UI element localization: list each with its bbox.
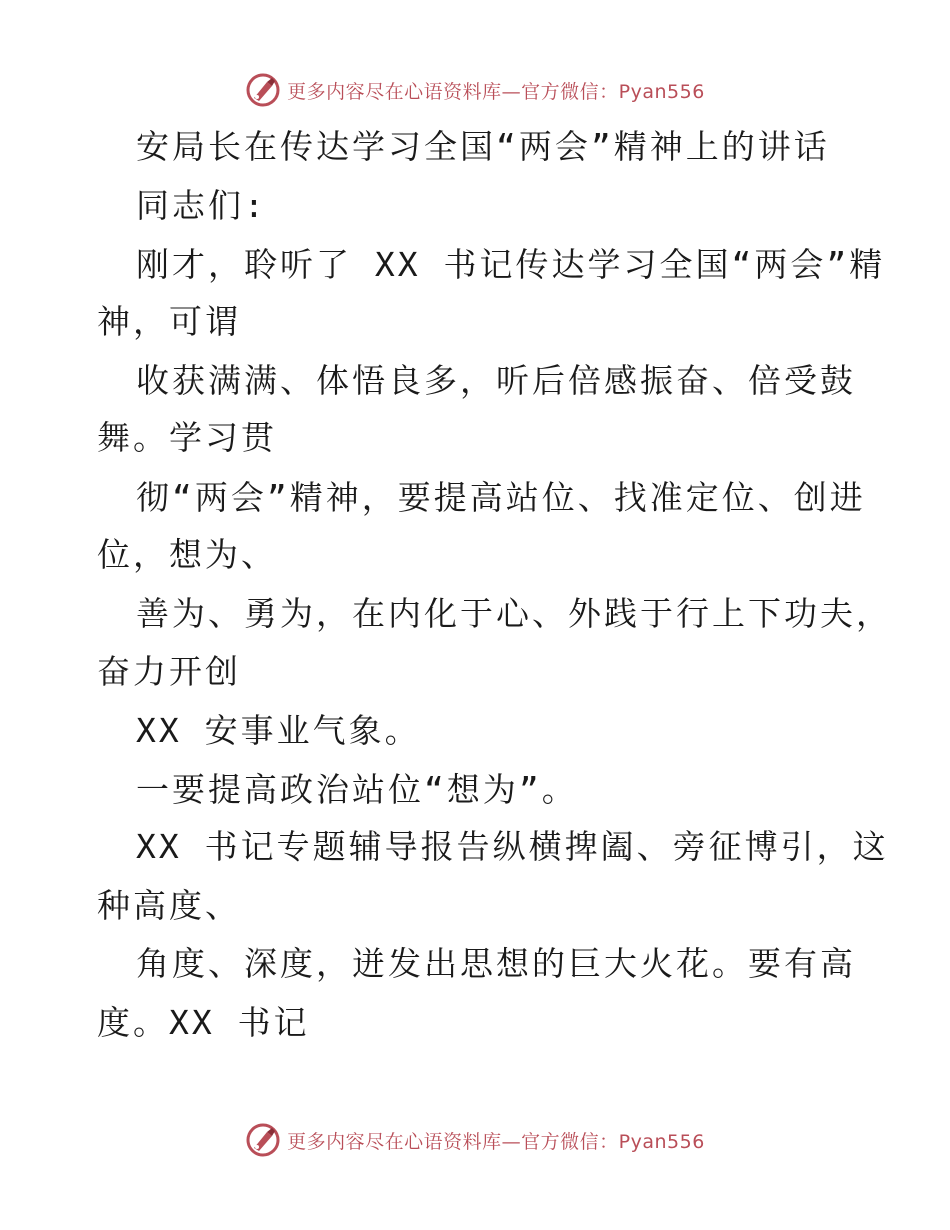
watermark-handle: Pyan556 [618, 80, 705, 103]
paragraph-line: XX 安事业气象。 [136, 711, 421, 750]
paragraph-line: 善为、勇为，在内化于心、外践于行上下功夫， [136, 594, 892, 633]
salutation: 同志们: [136, 186, 267, 225]
paragraph-line: 种高度、 [97, 886, 241, 925]
section-heading: 一要提高政治站位“想为”。 [136, 770, 578, 809]
paragraph-line: 角度、深度，迸发出思想的巨大火花。要有高 [136, 944, 856, 983]
paragraph-line: 神，可谓 [97, 302, 241, 341]
paragraph-line: 奋力开创 [97, 652, 241, 691]
document-title: 安局长在传达学习全国“两会”精神上的讲话 [136, 127, 830, 166]
paragraph-line: XX 书记专题辅导报告纵横捭阖、旁征博引，这 [136, 827, 889, 866]
footer-watermark [0, 1118, 950, 1162]
watermark-handle: Pyan556 [618, 1130, 705, 1153]
paragraph-line: 彻“两会”精神，要提高站位、找准定位、创进 [136, 478, 866, 517]
pen-nib-logo-icon [245, 1122, 281, 1158]
watermark-text: 更多内容尽在心语资料库—官方微信：Pyan556 [287, 1130, 705, 1153]
paragraph-line: 舞。学习贯 [97, 418, 277, 457]
paragraph-line: 度。XX 书记 [97, 1003, 310, 1042]
paragraph-line: 位，想为、 [97, 535, 277, 574]
paragraph-line: 刚才，聆听了 XX 书记传达学习全国“两会”精 [136, 245, 886, 284]
watermark-text: 更多内容尽在心语资料库—官方微信：Pyan556 [287, 80, 705, 103]
paragraph-line: 收获满满、体悟良多，听后倍感振奋、倍受鼓 [136, 361, 856, 400]
